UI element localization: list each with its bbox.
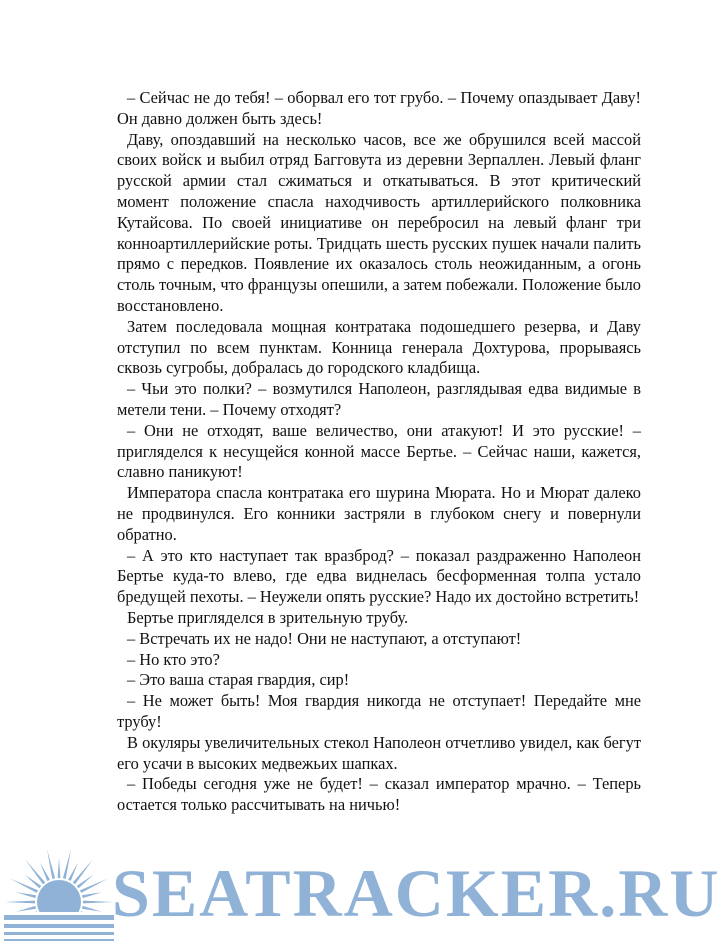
sun-ray xyxy=(80,879,108,893)
sun-ray xyxy=(73,860,93,884)
sun-ray xyxy=(58,858,61,878)
paragraph: – Но кто это? xyxy=(127,649,220,669)
sun-ray xyxy=(82,892,102,898)
sun-logo-icon xyxy=(4,840,114,947)
sun-ray xyxy=(63,849,71,879)
paragraph: – Не может быть! Моя гвардия никогда не отступает! Передайте мне трубу! xyxy=(117,691,641,731)
sun-ray xyxy=(16,906,36,912)
paragraph: Бертье пригляделся в зрительную трубу. xyxy=(127,607,409,627)
sun-ray xyxy=(47,849,55,879)
sun-ray xyxy=(83,901,113,904)
watermark-text: SEATRACKER.RU xyxy=(112,855,721,931)
paragraph: Даву, опоздавший на несколько часов, все же обрушился всей массой своих войск и выбил отряд Багговута из деревни Зерпаллен. Левый фланг русской армии стал сжиматься и откатываться. В этот критический момент положение спасла находчивость артиллерийского полковника Кутайсова. По своей инициативе он перебросил на левый фланг три конноартиллерийские роты. Тридцать шесть русских пушек начали палить прямо с передков. Появление их оказалось столь неожиданным, а огонь столь точным, что французы опешили, а затем побежали. Положение было восстановлено. xyxy=(117,129,641,315)
sun-ray xyxy=(25,860,45,884)
paragraph: Императора спасла контратака его шурина Мюрата. Но и Мюрат далеко не продвинулся. Его конники застряли в глубоком снегу и повернули обратно. xyxy=(117,483,641,544)
paragraph: В окуляры увеличительных стекол Наполеон отчетливо увидел, как бегут его усачи в высоких медвежьих шапках. xyxy=(117,732,641,773)
sun-ray xyxy=(58,926,61,946)
sun-ray xyxy=(5,901,35,904)
paragraph: – Встречать их не надо! Они не наступают, а отступают! xyxy=(127,628,522,648)
page-text xyxy=(117,88,641,816)
paragraph: Затем последовала мощная контратака подошедшего резерва, и Даву отступил по всем пунктам. Конница генерала Дохтурова, прорываясь сквозь сугробы, добралась до городского кладбища. xyxy=(117,316,641,378)
paragraph: – Победы сегодня уже не будет! – сказал император мрачно. – Теперь остается только рассчитывать на ничью! xyxy=(117,774,641,815)
sun-ray xyxy=(47,925,55,947)
paragraph: – Это ваша старая гвардия, сир! xyxy=(127,670,350,690)
paragraph: – Чьи это полки? – возмутился Наполеон, разглядывая едва видимые в метели тени. – Почему отходят? xyxy=(117,379,641,419)
paragraph: – А это кто наступает так вразброд? – показал раздраженно Наполеон Бертье куда-то влево, где едва виднелась бесформенная толпа устало бредущей пехоты. – Неужели опять русские? Надо их достойно встретить! xyxy=(117,545,641,607)
watermark xyxy=(0,840,728,947)
sun-ray xyxy=(82,906,102,912)
sun-ray xyxy=(10,879,38,893)
sun-ray xyxy=(63,925,71,947)
sun-ray xyxy=(16,892,36,898)
paragraph: – Они не отходят, ваше величество, они атакуют! И это русские! – пригляделся к несущейся конной массе Бертье. – Сейчас наши, кажется, славно паникуют! xyxy=(117,420,641,482)
paragraph: – Сейчас не до тебя! – оборвал его тот грубо. – Почему опаздывает Даву! Он давно должен быть здесь! xyxy=(117,88,641,128)
